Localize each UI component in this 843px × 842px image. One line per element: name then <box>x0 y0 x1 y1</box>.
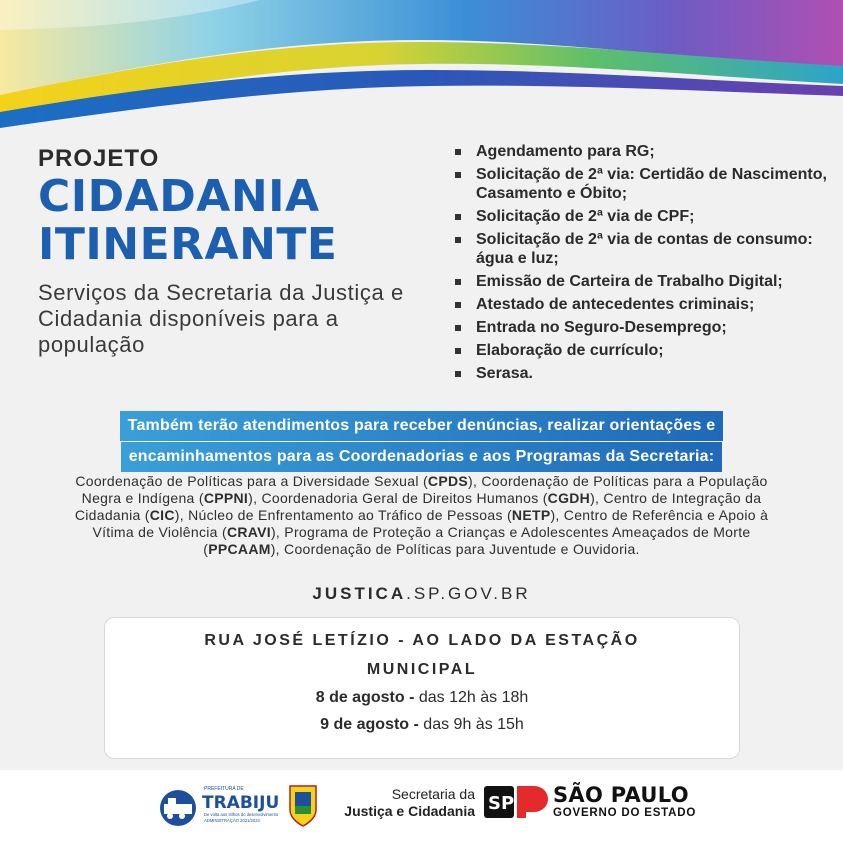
service-text: Solicitação de 2ª via: Certidão de Nascimento, Casamento e Óbito; <box>476 166 827 202</box>
coord-text: ), Núcleo de Enfrentamento ao Tráfico de Pessoas ( <box>174 507 512 523</box>
sp-logo-icon <box>484 786 548 818</box>
coord-acronym: CGDH <box>547 490 591 506</box>
coord-acronym: CIC <box>149 507 175 523</box>
coord-text: ), Coordenação de Políticas para Juventude e Ouvidoria. <box>270 541 640 557</box>
service-text: Serasa. <box>476 365 533 382</box>
coord-text: ), Centro de Integração da Cidadania ( <box>74 490 762 523</box>
project-subtitle: Serviços da Secretaria da Justiça e Cidadania disponíveis para a população <box>38 280 404 357</box>
bullet-icon <box>455 214 461 220</box>
list-item <box>455 341 835 360</box>
date-label: 8 de agosto - <box>315 689 415 706</box>
coord-text: ), Coordenadoria Geral de Direitos Humanos ( <box>248 490 548 506</box>
bullet-icon <box>455 371 461 377</box>
services-list <box>455 142 835 387</box>
trabiju-logo <box>152 780 322 830</box>
list-item <box>455 165 835 203</box>
bullet-icon <box>455 149 461 155</box>
coord-acronym: CPPNI <box>203 490 249 506</box>
coordenadorias-paragraph <box>70 473 773 558</box>
trabiju-name: TRABIJU <box>202 793 280 813</box>
trabiju-tagline: De volta aos trilhos do desenvolvimento <box>204 812 279 817</box>
coord-acronym: NETP <box>511 507 551 523</box>
service-text: Emissão de Carteira de Trabalho Digital; <box>476 273 783 290</box>
event-address: RUA JOSÉ LETÍZIO - AO LADO DA ESTAÇÃO MUNICIPAL <box>204 632 640 678</box>
footer-logos <box>0 770 843 842</box>
bullet-icon <box>455 348 461 354</box>
coord-acronym: CRAVI <box>226 524 271 540</box>
title-itinerante: ITINERANTE <box>38 219 338 270</box>
service-text: Solicitação de 2ª via de CPF; <box>476 208 695 225</box>
projeto-label: PROJETO <box>38 145 160 172</box>
governo-sp-text <box>553 784 696 820</box>
bullet-icon <box>455 237 461 243</box>
banner-text: Também terão atendimentos para receber denúncias, realizar orientações e <box>120 411 724 441</box>
service-text: Solicitação de 2ª via de contas de consumo: água e luz; <box>476 231 813 267</box>
coord-text: ), Centro de Referência e Apoio à Vítima de Violência ( <box>92 507 769 540</box>
url-bold: JUSTICA <box>312 584 407 603</box>
list-item <box>455 295 835 314</box>
bullet-icon <box>455 279 461 285</box>
list-item <box>455 230 835 268</box>
service-text: Entrada no Seguro-Desemprego; <box>476 319 727 336</box>
sp-subtitle: GOVERNO DO ESTADO <box>553 807 697 819</box>
secretaria-label <box>343 786 475 820</box>
event-date-2 <box>105 711 739 738</box>
bullet-icon <box>455 325 461 331</box>
secretaria-line2: Justiça e Cidadania <box>344 803 475 819</box>
list-item <box>455 272 835 291</box>
date-label: 9 de agosto - <box>320 716 419 733</box>
event-info-card <box>104 617 740 759</box>
coord-acronym: PPCAAM <box>208 541 271 557</box>
header-wave-decoration <box>0 0 843 140</box>
secretaria-line1: Secretaria da <box>391 786 475 802</box>
date-time: das 9h às 15h <box>418 716 524 733</box>
list-item <box>455 318 835 337</box>
coord-acronym: CPDS <box>427 473 469 489</box>
project-heading <box>38 146 438 358</box>
list-item <box>455 207 835 226</box>
info-banner-line1 <box>0 411 843 441</box>
bullet-icon <box>455 172 461 178</box>
date-time: das 12h às 18h <box>414 689 529 706</box>
trabiju-admin: ADMINISTRAÇÃO 2021/2024 <box>204 818 260 823</box>
sp-logo-text: SP <box>488 793 515 814</box>
bullet-icon <box>455 302 461 308</box>
event-date-1 <box>105 684 739 711</box>
coord-text: ), Programa de Proteção a Crianças e Adolescentes Ameaçados de Morte ( <box>203 524 751 557</box>
list-item <box>455 142 835 161</box>
website-link[interactable] <box>0 584 843 604</box>
list-item <box>455 364 835 383</box>
service-text: Elaboração de currículo; <box>476 342 664 359</box>
info-banner-line2 <box>0 442 843 472</box>
title-cidadania: CIDADANIA <box>38 171 320 222</box>
coord-text: Coordenação de Políticas para a Diversidade Sexual ( <box>75 473 428 489</box>
url-rest: .SP.GOV.BR <box>406 584 531 603</box>
trabiju-small-text: PREFEITURA DE <box>204 786 244 792</box>
sp-title: SÃO PAULO <box>553 783 689 807</box>
coord-text: ), Coordenação de Políticas para a População Negra e Indígena ( <box>81 473 768 506</box>
banner-text: encaminhamentos para as Coordenadorias e aos Programas da Secretaria: <box>121 442 723 472</box>
service-text: Agendamento para RG; <box>476 143 655 160</box>
service-text: Atestado de antecedentes criminais; <box>476 296 755 313</box>
